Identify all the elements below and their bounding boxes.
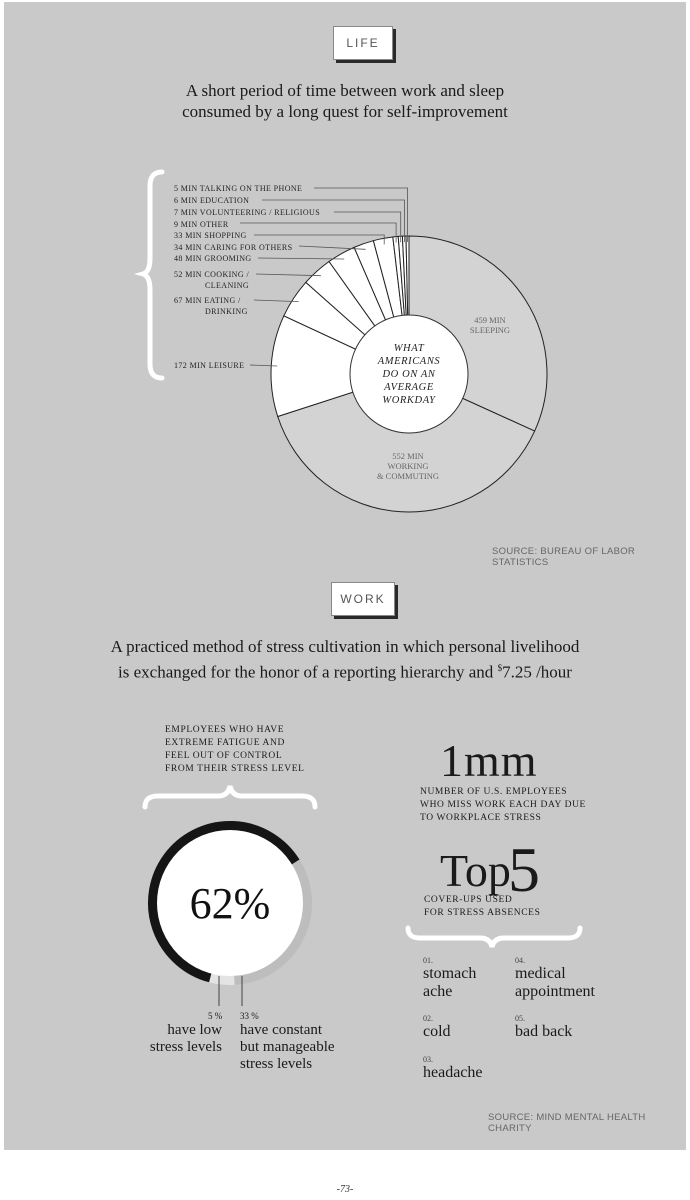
label-grooming: 48 MIN GROOMING	[174, 254, 252, 263]
top5-brace	[408, 928, 580, 947]
working-label-name: WORKING	[387, 461, 429, 471]
label-shopping: 33 MIN SHOPPING	[174, 231, 247, 240]
work-subtitle-line-1: A practiced method of stress cultivation in which personal livelihood	[110, 637, 580, 656]
center-line-3: DO ON AN	[382, 369, 436, 380]
leader-line	[256, 274, 321, 276]
low-stress-line-2: stress levels	[149, 1039, 222, 1055]
top5-caption-line-1: COVER-UPS USED	[424, 895, 513, 905]
life-subtitle-line-1: A short period of time between work and sleep	[185, 81, 505, 100]
label-cooking-2: CLEANING	[205, 281, 250, 290]
life-section-label: LIFE	[333, 26, 393, 60]
fatigue-heading-line-2: EXTREME FATIGUE AND	[165, 738, 285, 748]
reason-text-line-1: medical	[515, 965, 566, 982]
leader-line	[240, 223, 396, 243]
top5-number: 5	[508, 834, 540, 905]
reason-text-line-1: cold	[423, 1023, 451, 1040]
reason-number: 01.	[423, 956, 433, 965]
work-subtitle-line-2	[0, 657, 690, 684]
workday-pie-chart	[0, 0, 690, 560]
label-cooking: 52 MIN COOKING /	[174, 270, 250, 279]
fatigue-heading-line-4: FROM THEIR STRESS LEVEL	[165, 764, 305, 774]
sleeping-label-value: 459 MIN	[474, 315, 506, 325]
low-stress-text	[120, 1022, 222, 1056]
left-brace	[143, 172, 162, 378]
fatigue-heading-line-1: EMPLOYEES WHO HAVE	[165, 725, 285, 735]
reason-item-5	[515, 1014, 572, 1041]
label-other: 9 MIN OTHER	[174, 220, 229, 229]
work-section-label: WORK	[331, 582, 395, 616]
label-volunteering: 7 MIN VOLUNTEERING / RELIGIOUS	[174, 208, 321, 217]
reason-item-1	[423, 956, 476, 1001]
million-caption-line-3: TO WORKPLACE STRESS	[420, 813, 542, 823]
reason-number: 02.	[423, 1014, 433, 1023]
dollar-sign: $	[497, 663, 503, 673]
center-line-5: WORKDAY	[382, 395, 436, 406]
million-figure: 1mm	[440, 735, 538, 786]
constant-stress-line-2: but manageable	[240, 1039, 335, 1055]
life-subtitle-line-2: consumed by a long quest for self-improvement	[182, 102, 508, 121]
low-percent: 5 %	[208, 1011, 223, 1021]
million-caption-line-1: NUMBER OF U.S. EMPLOYEES	[420, 787, 568, 797]
sleeping-label-name: SLEEPING	[469, 325, 511, 335]
center-line-1: WHAT	[393, 343, 425, 354]
label-caring: 34 MIN CARING FOR OTHERS	[174, 243, 293, 252]
working-label-value: 552 MIN	[392, 451, 424, 461]
reason-text-line-1: stomach	[423, 965, 477, 982]
label-leisure: 172 MIN LEISURE	[174, 361, 245, 370]
reason-text-line-1: headache	[423, 1064, 483, 1081]
leader-line	[258, 258, 344, 259]
center-line-4: AVERAGE	[384, 382, 434, 393]
reason-text-line-1: bad back	[515, 1023, 573, 1040]
constant-stress-line-3: stress levels	[240, 1056, 313, 1072]
reason-item-2	[423, 1014, 451, 1041]
reason-item-3	[423, 1055, 483, 1082]
label-phone: 5 MIN TALKING ON THE PHONE	[174, 184, 303, 193]
page-number: -73-	[336, 1184, 354, 1195]
reason-number: 03.	[423, 1055, 433, 1064]
life-source: SOURCE: BUREAU OF LABOR STATISTICS	[492, 546, 636, 568]
label-eating: 67 MIN EATING /	[174, 296, 241, 305]
ring-brace	[145, 786, 315, 807]
constant-percent: 33 %	[240, 1011, 259, 1021]
reason-number: 05.	[515, 1014, 525, 1023]
leader-line	[262, 200, 404, 242]
million-caption-line-2: WHO MISS WORK EACH DAY DUE	[420, 800, 586, 810]
top5-caption-line-2: FOR STRESS ABSENCES	[424, 908, 541, 918]
wage-amount: 7.25 /hour	[502, 662, 572, 682]
reason-item-4	[515, 956, 595, 1001]
top5-word: Top	[440, 845, 511, 896]
work-source: SOURCE: MIND MENTAL HEALTH CHARITY	[488, 1112, 646, 1134]
fatigue-percent: 62%	[189, 879, 271, 928]
top5-caption	[424, 894, 564, 920]
label-education: 6 MIN EDUCATION	[174, 196, 250, 205]
reason-text-line-2: ache	[423, 983, 453, 1000]
working-label-name-2: & COMMUTING	[376, 471, 440, 481]
low-stress-line-1: have low	[167, 1022, 222, 1038]
constant-stress-text	[240, 1022, 390, 1073]
work-subtitle-text: is exchanged for the honor of a reporting hierarchy and	[118, 662, 498, 682]
reason-number: 04.	[515, 956, 525, 965]
fatigue-heading	[165, 724, 345, 776]
reason-text-line-2: appointment	[515, 983, 595, 1000]
million-caption	[420, 786, 620, 825]
center-line-2: AMERICANS	[377, 356, 441, 367]
label-eating-2: DRINKING	[205, 307, 248, 316]
leader-line	[314, 188, 408, 242]
fatigue-heading-line-3: FEEL OUT OF CONTROL	[165, 751, 283, 761]
constant-stress-line-1: have constant	[240, 1022, 323, 1038]
